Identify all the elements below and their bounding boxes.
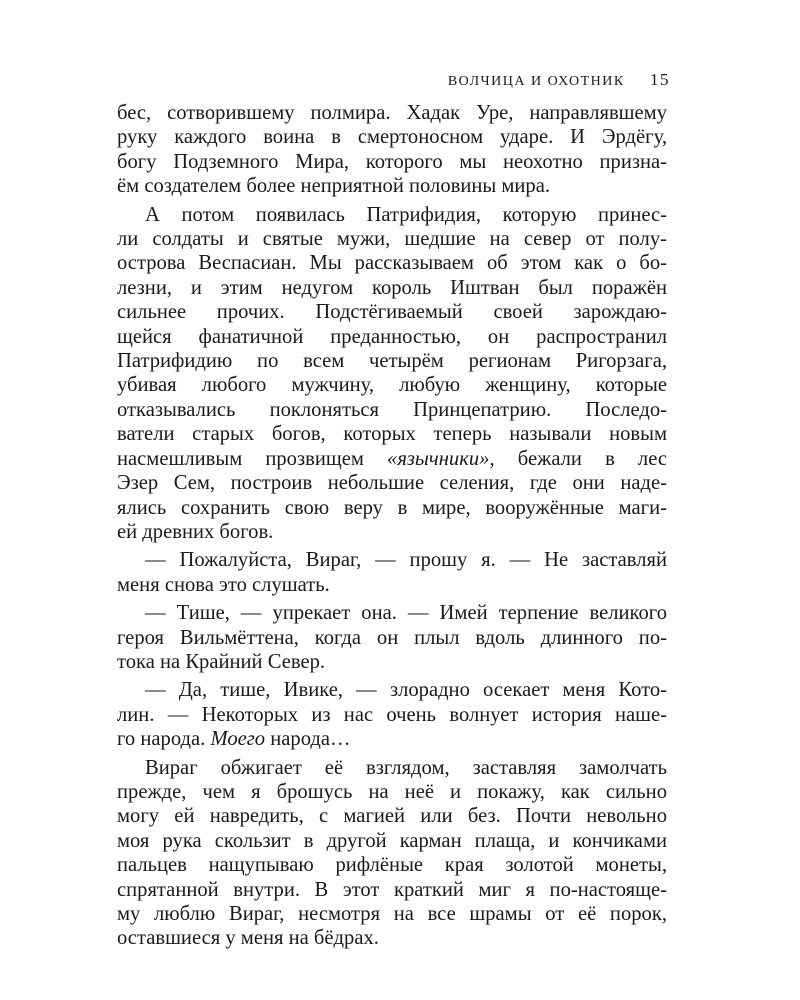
paragraph <box>117 548 667 597</box>
running-head-title: ВОЛЧИЦА И ОХОТНИК <box>447 74 625 89</box>
text-line: Вираг обжигает её взглядом, заставляя замолчать <box>145 756 667 779</box>
text-line: Патрифидию по всем четырём регионам Ригорзага, <box>117 350 667 373</box>
text-fragment: насмешливым прозвищем <box>117 447 388 470</box>
italic-phrase: «язычники» <box>387 447 490 470</box>
text-line: прежде, чем я брошусь на неё и покажу, как сильно <box>117 780 667 803</box>
text-line: ли солдаты и святые мужи, шедшие на север от полу- <box>117 228 667 251</box>
text-line: бес, сотворившему полмира. Хадак Уре, направлявшему <box>117 102 667 124</box>
paragraph <box>117 756 667 951</box>
text-line: А потом появилась Патрифидия, которую принес- <box>145 203 667 226</box>
text-line: ватели старых богов, которых теперь называли новым <box>117 423 667 446</box>
text-line: ей древних богов. <box>117 520 274 543</box>
text-fragment: го народа. <box>117 728 211 751</box>
text-line: ялись сохранить свою веру в мире, вооружённые маги- <box>117 496 667 519</box>
text-line: героя Вильмёттена, когда он плыл вдоль длинного по- <box>117 626 667 649</box>
running-head <box>448 70 670 90</box>
text-line: щейся фанатичной преданностью, он распространил <box>117 325 667 348</box>
text-line: пальцев нащупываю рифлёные края золотой монеты, <box>117 854 667 877</box>
text-line: оставшиеся у меня на бёдрах. <box>117 927 379 950</box>
text-line: могу ей навредить, с магией или без. Почти невольно <box>117 805 667 828</box>
paragraph <box>117 678 667 751</box>
body-text <box>117 101 667 951</box>
text-line: Эзер Сем, построив небольшие селения, где они наде- <box>117 472 667 495</box>
text-line <box>117 447 667 471</box>
text-line: ём создателем более неприятной половины мира. <box>117 175 551 198</box>
text-line: моя рука скользит в другой карман плаща, и кончиками <box>117 829 667 852</box>
text-line <box>117 727 667 751</box>
text-line: сильнее прочих. Подстёгиваемый своей зарождаю- <box>117 301 667 324</box>
text-fragment: народа… <box>265 728 351 751</box>
text-line: меня снова это слушать. <box>117 573 330 596</box>
text-line: богу Подземного Мира, которого мы неохотно призна- <box>117 150 667 173</box>
text-line: лин. — Некоторых из нас очень волнует история наше- <box>117 703 667 726</box>
paragraph <box>117 203 667 545</box>
text-line: — Да, тише, Ивике, — злорадно осекает меня Кото- <box>145 679 667 702</box>
text-line: спрятанной внутри. В этот краткий миг я по-настояще- <box>117 878 667 901</box>
text-line: — Тише, — упрекает она. — Имей терпение великого <box>145 602 667 625</box>
text-line: отказывались поклоняться Принцепатрию. Последо- <box>117 398 667 421</box>
text-line: острова Веспасиан. Мы рассказываем об этом как о бо- <box>117 252 667 275</box>
text-line: тока на Крайний Север. <box>117 650 326 673</box>
paragraph <box>117 601 667 674</box>
text-line: убивая любого мужчину, любую женщину, которые <box>117 374 667 397</box>
paragraph <box>117 101 667 199</box>
text-fragment: , бежали в лес <box>489 447 667 470</box>
text-line: руку каждого воина в смертоносном ударе. И Эрдёгу, <box>117 126 667 149</box>
text-line: — Пожалуйста, Вираг, — прошу я. — Не заставляй <box>145 549 667 572</box>
page-number: 15 <box>650 70 670 89</box>
text-line: му люблю Вираг, несмотря на все шрамы от её порок, <box>117 903 667 925</box>
italic-word: Моего <box>210 728 266 751</box>
text-line: лезни, и этим недугом король Иштван был поражён <box>117 276 667 299</box>
